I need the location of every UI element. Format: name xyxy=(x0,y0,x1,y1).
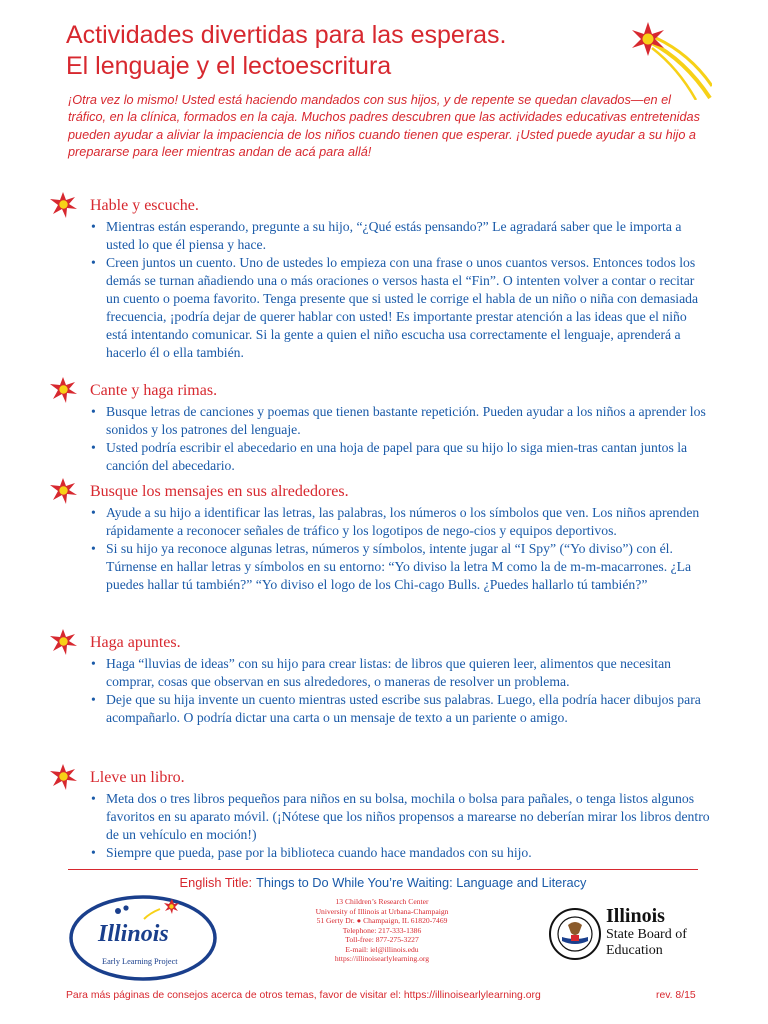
star-burst-icon xyxy=(50,764,78,790)
section-hable-y-escuche xyxy=(50,196,710,362)
logo-name: Illinois xyxy=(98,921,169,947)
list-item: • Deje que su hija invente un cuento mientras usted escribe sus palabras. Luego, ella podría hacer dibujos para acompañarlo. O podría dictar una carta o un mensaje de texto a un pariente o amigo. xyxy=(50,691,710,727)
address-line: 13 Children’s Research Center xyxy=(335,897,429,906)
list-item: • Si su hijo ya reconoce algunas letras, números y símbolos, intente jugar al “I Spy” (“Yo diviso”) con él. Túrnense en hallar letras y símbolos en su entorno: “Yo diviso la letra M como la de m-m-macarrones. ¿La puedes hallar tú también?” “Yo diviso el logo de los Chi-cago Bulls. ¿Puedes hallarlo tú también?” xyxy=(50,540,710,594)
star-burst-icon xyxy=(50,478,78,504)
list-item: • Ayude a su hijo a identificar las letras, las palabras, los números o los símbolos que ven. Los niños aprenden rápidamente a reconocer señales de tráfico y los logotipos de nego-cios y equipos deportivos. xyxy=(50,504,710,540)
state-seal-icon xyxy=(548,907,602,961)
list-item: • Busque letras de canciones y poemas que tienen bastante repetición. Pueden ayudar a los niños a aprender los sonidos y los patrones del lenguaje. xyxy=(50,403,710,439)
address-line: E-mail: iel@illinois.edu xyxy=(345,944,419,954)
section-title: Hable y escuche. xyxy=(90,197,199,214)
list-item: • Mientras están esperando, pregunte a su hijo, “¿Qué estás pensando?” Le agradará saber que le importa a usted lo que él piensa y hace. xyxy=(50,218,710,254)
list-item: • Meta dos o tres libros pequeños para niños en su bolsa, mochila o bolsa para pañales, o tenga listos algunos favoritos en su aparato móvil. (¡Nótese que los niños propensos a marearse no deberían mirar los libros dentro de un vehículo en moción!) xyxy=(50,790,710,844)
star-burst-icon xyxy=(50,192,78,218)
logo-subtitle: Early Learning Project xyxy=(102,957,178,966)
footer-note: Para más páginas de consejos acerca de otros temas, favor de visitar el: https://illinoisearlylearning.org xyxy=(66,990,541,1001)
address-line: https://illinoisearlylearning.org xyxy=(334,954,430,963)
page-title xyxy=(66,20,666,82)
section-title: Cante y haga rimas. xyxy=(90,382,218,399)
section-lleve-un-libro xyxy=(50,768,710,862)
section-title: Busque los mensajes en sus alrededores. xyxy=(90,483,349,500)
address-line: Toll-free: 877-275-3227 xyxy=(345,935,419,944)
english-title-value: Things to Do While You’re Waiting: Language and Literacy xyxy=(256,875,587,890)
illinois-early-learning-logo xyxy=(68,893,218,983)
star-burst-icon xyxy=(50,629,78,655)
title-line-2: El lenguaje y el lectoescritura xyxy=(66,52,392,80)
list-item: • Haga “lluvias de ideas” con su hijo para crear listas: de libros que quieren leer, alimentos que necesitan comprar, cosas que observan en sus alrededores, o maneras de resolver un problema. xyxy=(50,655,710,691)
address-line: Telephone: 217-333-1386 xyxy=(342,925,422,935)
list-item: • Usted podría escribir el abecedario en una hoja de papel para que su hijo lo siga mien-tras cantan juntos la canción del abecedario. xyxy=(50,439,710,475)
list-item: • Creen juntos un cuento. Uno de ustedes lo empieza con una frase o unos cuantos versos. Entonces todos los demás se turnan añadiendo una o más oraciones o versos hasta el “Fin”. O intenten volver a contar o recitar un cuento o poema favorito. Tenga presente que si usted le corrige el habla de un niño o niña con demasiada frecuencia, ¡podría dejar de querer hablar con usted! Es importante prestar atención a las ideas que el niño está intentando comunicar. Si la gente a quien el niño escucha usa correctamente el lenguaje, aprenderá a hacerlo él o ella también. xyxy=(50,254,710,362)
footer-divider xyxy=(68,869,698,870)
english-title-label: English Title: xyxy=(179,875,253,890)
section-cante-y-haga-rimas xyxy=(50,381,710,475)
revision-label: rev. 8/15 xyxy=(656,990,696,1001)
shooting-star-icon xyxy=(630,20,712,100)
section-title: Haga apuntes. xyxy=(90,634,181,651)
address-line: 51 Gerty Dr. ● Champaign, IL 61820-7469 xyxy=(316,916,448,925)
star-burst-icon xyxy=(50,377,78,403)
title-line-1: Actividades divertidas para las esperas. xyxy=(66,21,507,49)
isbe-line-1: Illinois xyxy=(606,905,665,927)
section-busque-los-mensajes xyxy=(50,482,710,594)
state-board-logo xyxy=(548,905,708,965)
contact-address xyxy=(262,897,502,964)
section-haga-apuntes xyxy=(50,633,710,727)
intro-paragraph: ¡Otra vez lo mismo! Usted está haciendo mandados con sus hijos, y de repente se quedan clavados—en el tráfico, en la clínica, formados en la caja. Muchos padres descubren que las actividades educativas entretenidas pueden ayudar a aliviar la impaciencia de los niños cuando tienen que esperar. ¡Usted puede ayudar a su hijo a prepararse para leer mientras andan de acá para allá! xyxy=(68,93,700,159)
section-title: Lleve un libro. xyxy=(90,769,185,786)
english-title xyxy=(68,874,698,892)
isbe-line-3: Education xyxy=(606,943,663,958)
list-item: • Siempre que pueda, pase por la biblioteca cuando hace mandados con su hijo. xyxy=(50,844,710,862)
isbe-line-2: State Board of xyxy=(606,927,687,942)
address-line: University of Illinois at Urbana-Champaign xyxy=(315,906,449,916)
